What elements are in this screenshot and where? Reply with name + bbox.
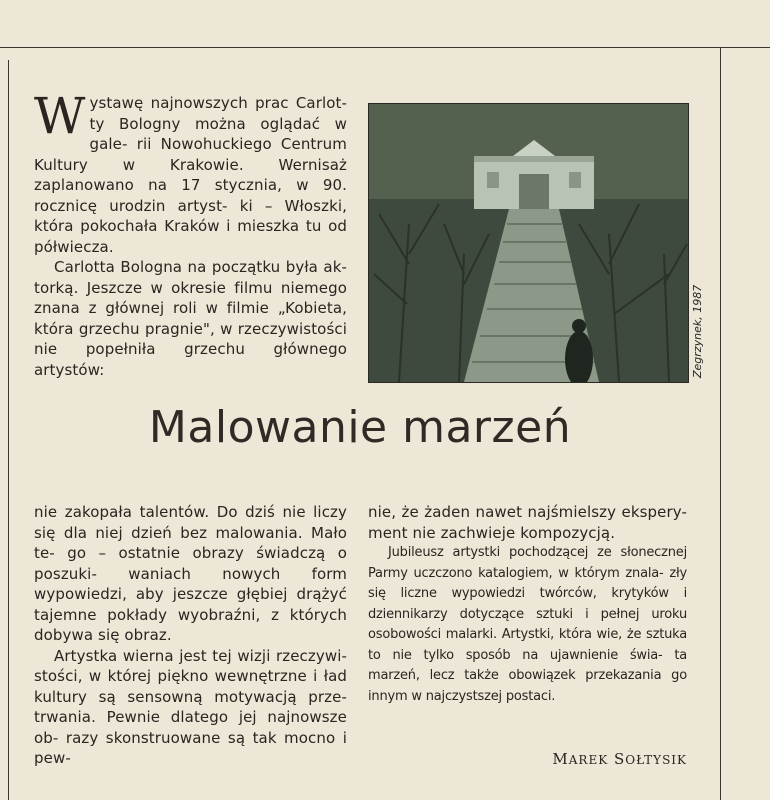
text-line: ystawę najnowszych prac Carlot-	[89, 94, 347, 112]
left-column	[34, 502, 347, 769]
frame-right-border	[720, 47, 721, 800]
text-line: ki – Włoszki, która pokochała Kraków	[34, 196, 347, 235]
text-lines	[34, 647, 347, 768]
top-rule	[0, 47, 770, 48]
text-line: ty Bologny można oglądać w gale-	[89, 114, 347, 153]
painting-illustration	[369, 104, 688, 382]
text-line: go – ostatnie obrazy świadczą o poszuki-	[34, 544, 347, 583]
text-line: ta marzeń, lecz także obowiązek przekazania go	[368, 647, 687, 683]
right-paragraph-1	[368, 502, 687, 543]
intro-paragraph-2	[34, 257, 347, 380]
text-lines	[34, 258, 347, 379]
drop-cap: W	[34, 87, 86, 145]
article-headline: Malowanie marzeń	[148, 402, 572, 453]
author-last-initial: S	[613, 750, 626, 768]
text-line: znana z głównej roli w filmie „Kobieta,	[34, 299, 347, 317]
text-line: trwania. Pewnie dlatego jej najnowsze ob-	[34, 708, 347, 747]
image-credit: Zegrzynek, 1987	[691, 284, 704, 378]
author-signature	[368, 750, 687, 768]
right-paragraph-2	[368, 543, 687, 707]
text-line: i mieszka tu od półwiecza.	[34, 217, 347, 256]
text-line: się dla niej dzień bez malowania. Mało te-	[34, 523, 347, 562]
text-line: w Krakowie. Wernisaż zaplanowano na	[34, 155, 347, 194]
text-line: innym w najczystszej postaci.	[368, 688, 556, 704]
author-first-rest: AREK	[568, 753, 609, 767]
text-line: Carlotta Bologna na początku była ak-	[54, 258, 347, 276]
text-line: nie, że żaden nawet najśmielszy ekspery-	[368, 503, 687, 521]
text-line: Artystka wierna jest tej wizji rzeczywi-	[54, 646, 347, 665]
text-line: która grzechu pragnie", w rzeczywistości	[34, 319, 347, 338]
left-paragraph-2	[34, 646, 347, 769]
painting-image	[368, 103, 689, 383]
text-line: kultury są sensowną motywacją prze-	[34, 687, 347, 706]
text-line: osobowości malarki. Artystki, która wie, że	[368, 627, 642, 642]
text-line: torką. Jeszcze w okresie filmu niemego	[34, 278, 347, 297]
intro-paragraph-1	[34, 87, 347, 257]
left-paragraph-1	[34, 502, 347, 646]
intro-column	[34, 87, 347, 380]
text-line: i dziennikarzy dotyczące sztuki i pełnej uroku	[368, 586, 688, 622]
text-line: waniach nowych form wypowiedzi, aby	[34, 564, 347, 603]
text-lines	[368, 503, 687, 542]
text-line: ment nie zachwieje kompozycją.	[368, 523, 616, 542]
text-line: stości, w której piękno wewnętrzne i ład	[34, 667, 347, 685]
text-line: 17 stycznia, w 90. rocznicę urodzin artyst-	[34, 176, 347, 215]
text-line: nie zakopała talentów. Do dziś nie liczy	[34, 503, 347, 521]
text-line: jeszcze głębiej drążyć tajemne pokłady	[34, 585, 347, 624]
text-line: nie popełniła grzechu głównego artystów:	[34, 340, 347, 379]
text-lines	[34, 503, 347, 644]
text-line: sztuka to nie tylko sposób na ujawnienie świa-	[368, 627, 688, 663]
right-column	[368, 502, 687, 707]
author-last-rest: OŁTYSIK	[625, 753, 687, 767]
text-line: razy skonstruowane są tak mocno i pew-	[34, 728, 347, 767]
text-line: zły się liczne wypowiedzi twórców, krytyków	[368, 565, 687, 601]
text-lines	[368, 545, 687, 704]
text-line: rii Nowohuckiego Centrum Kultury	[34, 135, 347, 174]
text-line: Parmy uczczono katalogiem, w którym znala-	[368, 565, 664, 581]
text-line: wyobraźni, z których dobywa się obraz.	[34, 605, 347, 644]
author-first-initial: M	[552, 750, 569, 768]
text-line: Jubileusz artystki pochodzącej ze słonecznej	[388, 545, 687, 560]
